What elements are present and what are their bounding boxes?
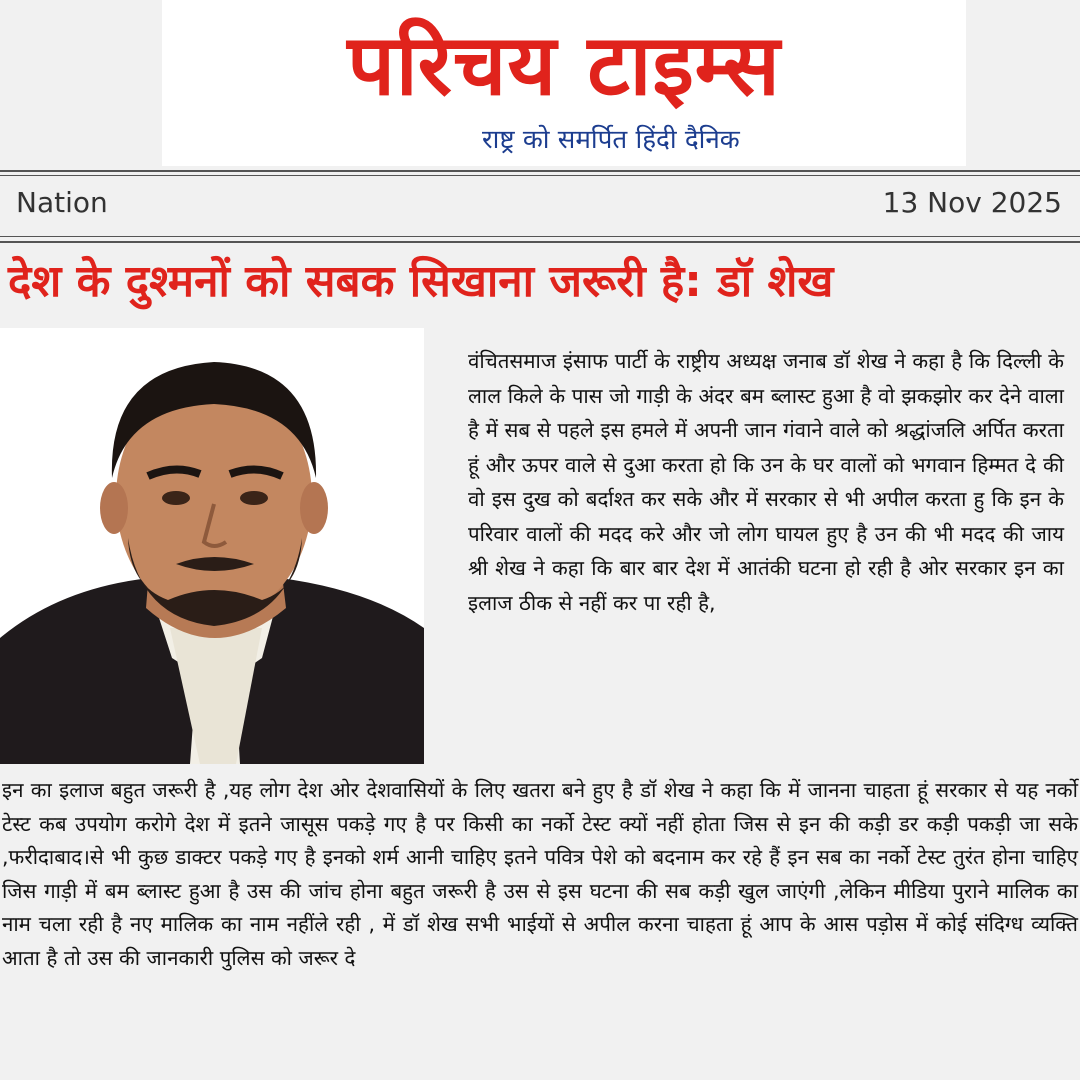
publication-date: 13 Nov 2025 — [882, 186, 1062, 219]
newspaper-logo-title: परिचय टाइम्स — [347, 16, 781, 114]
portrait-illustration — [0, 328, 424, 764]
mid-rule-thin — [0, 236, 1080, 237]
article-paragraph-2: इन का इलाज बहुत जरूरी है ,यह लोग देश ओर देशवासियों के लिए खतरा बने हुए है डॉ शेख ने कहा कि में जानना चाहता हूं सरकार से यह नर्को टेस्ट कब उपयोग करोगे देश में इतने जासूस पकड़े गए है पर किसी का नर्को टेस्ट क्यों नहीं होता जिस से इन की कड़ी डर कड़ी पकड़ी जा सके ,फरीदाबाद।से भी कुछ डाक्टर पकड़े गए है इनको शर्म आनी चाहिए इतने पवित्र पेशे को बदनाम कर रहे हैं इन सब का नर्को टेस्ट तुरंत होना चाहिए जिस गाड़ी में बम ब्लास्ट हुआ है उस की जांच होना बहुत जरूरी है उस से इस घटना की सब कड़ी खुल जाएंगी ,लेकिन मीडिया पुराने मालिक का नाम चला रही है नए मालिक का नाम नहींले रही , में डॉ शेख सभी भाईयों से अपील करना चाहता हूं आप के आस पड़ोस में कोई संदिग्ध व्यक्ति आता है तो उस की जानकारी पुलिस को जरूर दे — [2, 778, 1078, 970]
top-rule — [0, 170, 1080, 172]
top-rule-thin — [0, 175, 1080, 176]
newspaper-tagline: राष्ट्र को समर्पित हिंदी दैनिक — [482, 125, 740, 155]
portrait-photo — [0, 328, 424, 764]
mid-rule — [0, 241, 1080, 243]
article-paragraph-1: वंचितसमाज इंसाफ पार्टी के राष्ट्रीय अध्यक्ष जनाब डॉ शेख ने कहा है कि दिल्ली के लाल किले के पास जो गाड़ी के अंदर बम ब्लास्ट हुआ है वो झकझोर कर देने वाला है में सब से पहले इस हमले में अपनी जान गंवाने वाले को श्रद्धांजलि अर्पित करता हूं और ऊपर वाले से दुआ करता हो कि उन के घर वालों को भगवान हिम्मत दे की वो इस दुख को बर्दाश्त कर सके और में सरकार से भी अपील करता हु कि इन के परिवार वालों की मदद करे और जो लोग घायल हुए है उन की भी मदद की जाय श्री शेख ने कहा कि बार बार देश में आतंकी घटना हो रही है ओर सरकार इन का इलाज ठीक से नहीं कर पा रही है, — [468, 349, 1064, 615]
masthead — [162, 0, 966, 166]
section-label: Nation — [16, 186, 108, 219]
article-headline: देश के दुश्मनों को सबक सिखाना जरूरी है: डॉ शेख — [8, 256, 834, 307]
